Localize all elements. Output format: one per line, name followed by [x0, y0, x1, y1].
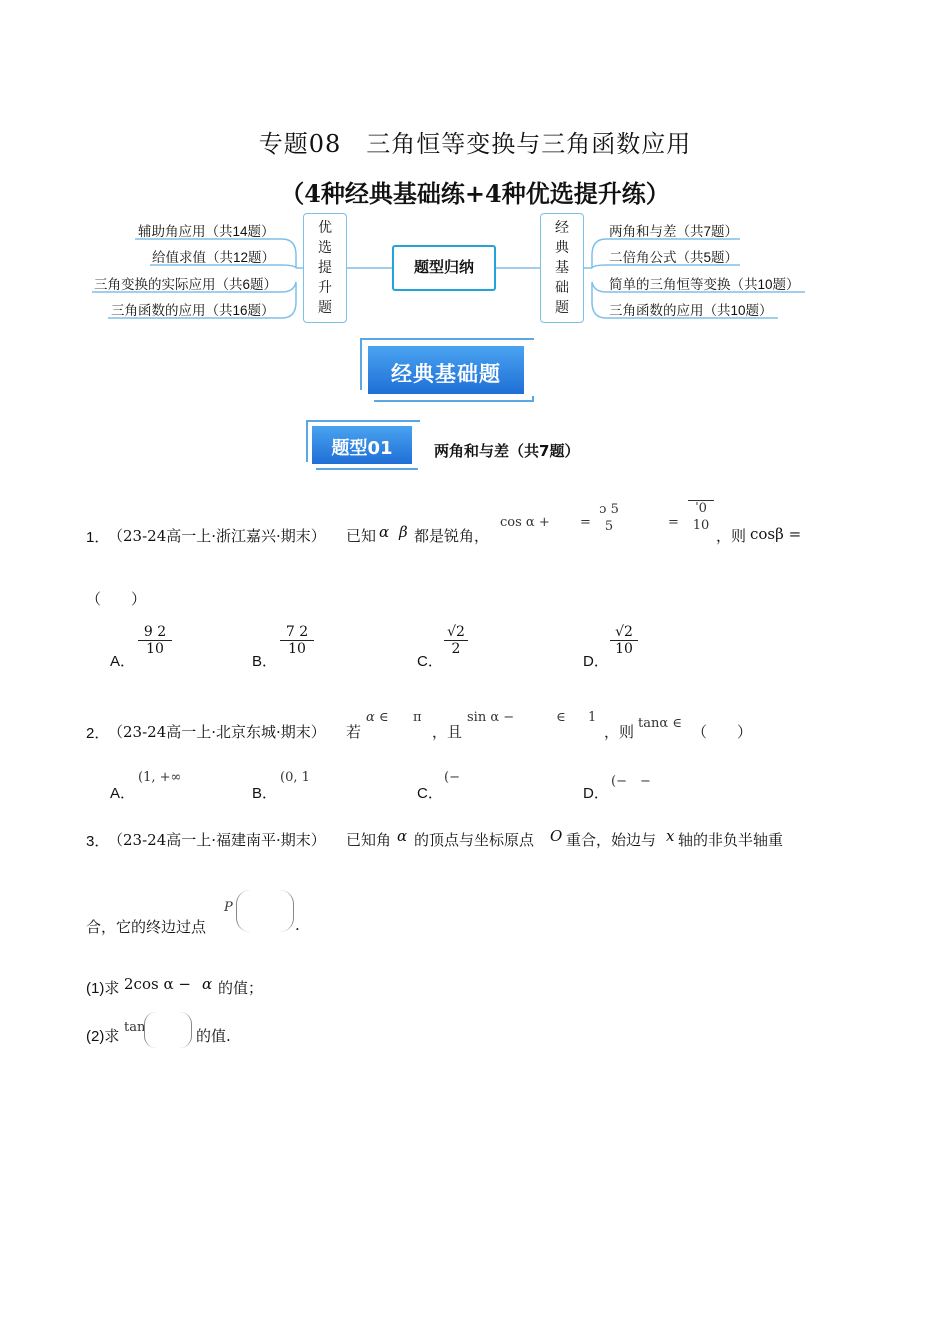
mindmap-right-group-char: 典 [555, 240, 569, 256]
mindmap-left-group-char: 提 [318, 260, 332, 276]
option-a-value [138, 624, 172, 657]
math-symbol: O [550, 827, 563, 845]
fraction-numerator: 9 2 [143, 624, 167, 640]
question-number: 3． [86, 833, 110, 850]
option-c-value: (− [444, 770, 460, 785]
fraction-denominator: 5 [604, 519, 614, 534]
question-text: 重合，始边与 [566, 831, 657, 849]
option-label: C． [417, 653, 443, 670]
option-label: D． [583, 653, 609, 670]
option-d-value [610, 624, 638, 657]
question-text: 若 [346, 723, 362, 741]
math-symbol: P [224, 900, 233, 915]
math-symbol: π [413, 710, 422, 725]
math-symbol: β [399, 523, 408, 541]
mindmap-right-item: 简单的三角恒等变换（共10题） [609, 277, 800, 292]
math-expression: α ∈ [366, 710, 389, 725]
question-text: 都是锐角， [414, 527, 490, 545]
fraction-denominator: 10 [138, 640, 172, 657]
option-label: A． [110, 785, 136, 802]
subquestion-label: (1)求 [86, 980, 120, 997]
question-text: 合，它的终边过点 [86, 918, 207, 936]
mindmap-left-group [303, 213, 347, 323]
question-number: 1． [86, 529, 110, 546]
question-number: 2． [86, 725, 110, 742]
math-expression: tan [124, 1020, 146, 1035]
answer-paren: （ ） [692, 723, 753, 741]
question-text: 的顶点与坐标原点 [414, 831, 535, 849]
option-label: D． [583, 785, 609, 802]
mindmap-right-item: 两角和与差（共7题） [609, 224, 739, 239]
mindmap-right-item: 二倍角公式（共5题） [609, 250, 739, 265]
math-paren-group [144, 1012, 192, 1048]
math-expression: sin α − [467, 710, 515, 725]
option-b-value: (0, 1 [280, 770, 310, 785]
type-badge [306, 420, 418, 468]
option-b-value [280, 624, 314, 657]
math-symbol: = [580, 515, 591, 530]
fraction-numerator: ˈ0 [688, 500, 714, 516]
subquestion-label: (2)求 [86, 1028, 120, 1045]
math-expression: cosβ = [750, 525, 802, 543]
answer-paren: （ ） [86, 590, 147, 608]
math-symbol: ∈ [556, 710, 566, 725]
section-banner [360, 338, 532, 402]
section-banner-label: 经典基础题 [391, 362, 501, 386]
mindmap-left-group-char: 选 [318, 240, 332, 256]
question-text: . [295, 916, 300, 934]
type-title: 两角和与差（共7题） [434, 442, 580, 460]
mindmap-left-item: 给值求值（共12题） [152, 250, 276, 265]
mindmap-center: 题型归纳 [392, 245, 496, 291]
mindmap-left-group-char: 优 [318, 220, 332, 236]
fraction-numerator: ɔ 5 [599, 502, 619, 517]
fraction-denominator: 10 [692, 518, 710, 533]
fraction-denominator: 2 [444, 640, 468, 657]
mindmap-left-item: 三角变换的实际应用（共6题） [94, 277, 278, 292]
mindmap-left-item: 三角函数的应用（共16题） [111, 303, 275, 318]
option-label: A． [110, 653, 136, 670]
mindmap-right-group-char: 经 [555, 220, 569, 236]
question-text: ，则 [604, 723, 635, 741]
option-label: B． [252, 785, 278, 802]
mindmap-right-group-char: 础 [555, 280, 569, 296]
mindmap-right-item: 三角函数的应用（共10题） [609, 303, 773, 318]
math-fraction [596, 502, 622, 534]
fraction-denominator: 10 [610, 640, 638, 657]
mindmap-right-group [540, 213, 584, 323]
option-a-value: (1, +∞ [138, 770, 182, 785]
option-c-value [444, 624, 468, 657]
math-expression: cos α + [500, 515, 550, 530]
question-text: 的值. [196, 1027, 231, 1045]
question-source: （23-24高一上·福建南平·期末） [108, 831, 326, 849]
math-symbol: x [666, 827, 675, 845]
mindmap-right-group-char: 题 [555, 300, 569, 316]
math-symbol: α [379, 523, 390, 541]
question-text: ，则 [716, 527, 747, 545]
type-badge-label: 题型01 [331, 438, 393, 459]
math-fraction [688, 500, 714, 533]
math-symbol: α [397, 827, 408, 845]
question-source: （23-24高一上·浙江嘉兴·期末） [108, 527, 326, 545]
page-title: 专题08 三角恒等变换与三角函数应用 [258, 130, 692, 158]
math-symbol: 1 [588, 710, 597, 725]
mindmap-left-item: 辅助角应用（共14题） [138, 224, 275, 239]
option-label: C． [417, 785, 443, 802]
mindmap-left-group-char: 题 [318, 300, 332, 316]
question-text: 已知角 [346, 831, 392, 849]
fraction-numerator: √2 [447, 624, 465, 640]
question-text: 的值； [218, 979, 264, 997]
fraction-denominator: 10 [280, 640, 314, 657]
fraction-numerator: √2 [615, 624, 633, 640]
fraction-numerator: 7 2 [285, 624, 309, 640]
math-symbol: = [668, 515, 679, 530]
mindmap-right-group-char: 基 [555, 260, 569, 276]
question-source: （23-24高一上·北京东城·期末） [108, 723, 326, 741]
math-symbol: α [202, 975, 213, 993]
point-coordinates [236, 890, 294, 932]
math-expression: tanα ∈ [638, 716, 682, 731]
question-text: 轴的非负半轴重 [678, 831, 784, 849]
math-expression: 2cos α − [124, 975, 191, 993]
page-subtitle: （4种经典基础练+4种优选提升练） [280, 179, 670, 208]
option-label: B． [252, 653, 278, 670]
mindmap-left-group-char: 升 [318, 280, 332, 296]
question-text: 已知 [346, 527, 377, 545]
question-text: ，且 [432, 723, 463, 741]
option-d-value: (− − [611, 774, 651, 789]
